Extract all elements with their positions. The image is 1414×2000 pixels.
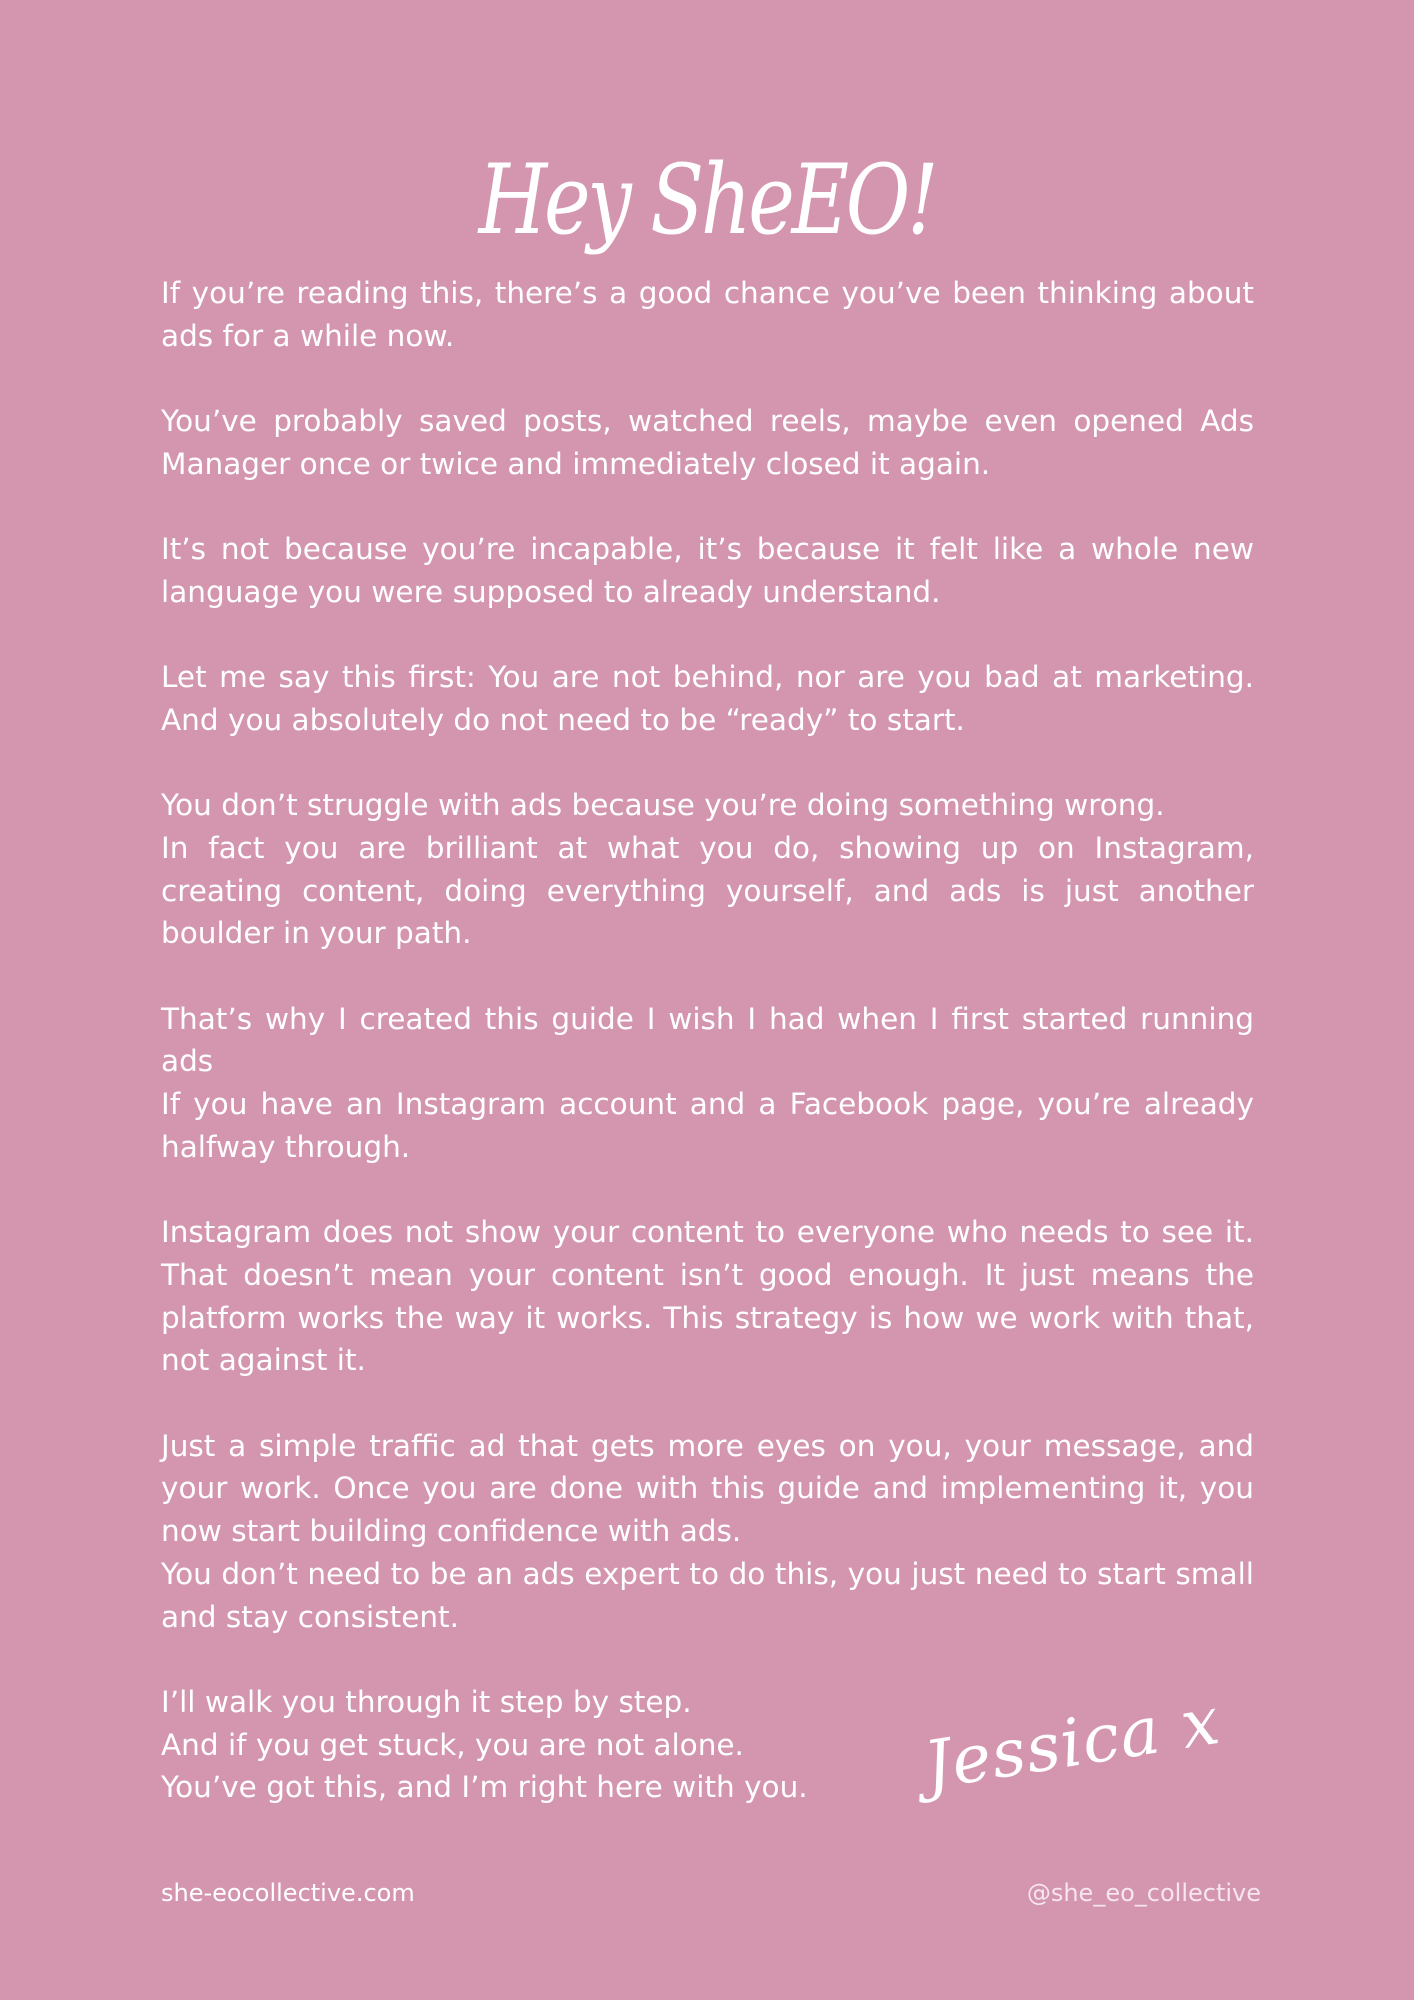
closing-line: You’ve got this, and I’m right here with you. xyxy=(161,1770,808,1805)
paragraph-line: You’ve probably saved posts, watched reels, maybe even opened Ads Manager once or twice and immediately closed it again. xyxy=(161,404,1254,481)
closing-line: I’ll walk you through it step by step. xyxy=(161,1684,692,1719)
page-title: Hey SheEO! xyxy=(478,144,936,256)
paragraph-line: Instagram does not show your content to everyone who needs to see it. That doesn’t mean your content isn’t good enough. It just means the platform works the way it works. This strategy is how we work with that, not against it. xyxy=(161,1215,1254,1378)
social-handle[interactable]: @she_eo_collective xyxy=(1026,1879,1261,1907)
paragraph-line: That’s why I created this guide I wish I had when I first started running ads xyxy=(161,1001,1254,1079)
closing-line: And if you get stuck, you are not alone. xyxy=(161,1727,744,1762)
paragraph xyxy=(161,272,1254,358)
paragraph-line: It’s not because you’re incapable, it’s because it felt like a whole new language you were supposed to already understand. xyxy=(161,532,1254,609)
paragraph xyxy=(161,528,1254,614)
closing-paragraph xyxy=(161,1681,851,1809)
paragraph-line: Just a simple traffic ad that gets more eyes on you, your message, and your work. Once you are done with this guide and implementing it, you now start building confidence with ads. xyxy=(161,1428,1254,1548)
paragraph xyxy=(161,656,1254,742)
paragraph xyxy=(161,400,1254,486)
paragraph-line: You don’t need to be an ads expert to do this, you just need to start small and stay consistent. xyxy=(161,1556,1254,1634)
paragraph xyxy=(161,1425,1254,1639)
paragraph-line: In fact you are brilliant at what you do, showing up on Instagram, creating content, doing everything yourself, and ads is just another boulder in your path. xyxy=(161,830,1254,951)
paragraph xyxy=(161,1211,1254,1382)
letter-body xyxy=(161,272,1254,1852)
signature: Jessica x xyxy=(918,1681,1226,1805)
paragraph-line: If you’re reading this, there’s a good chance you’ve been thinking about ads for a while now. xyxy=(161,276,1254,353)
paragraph-line: If you have an Instagram account and a Facebook page, you’re already halfway through. xyxy=(161,1087,1254,1164)
paragraph xyxy=(161,784,1254,955)
paragraph-line: Let me say this first: You are not behind, nor are you bad at marketing. And you absolutely do not need to be “ready” to start. xyxy=(161,660,1254,737)
paragraph xyxy=(161,998,1254,1169)
website-link[interactable]: she-eocollective.com xyxy=(161,1879,415,1907)
paragraph-line: You don’t struggle with ads because you’re doing something wrong. xyxy=(161,788,1165,822)
